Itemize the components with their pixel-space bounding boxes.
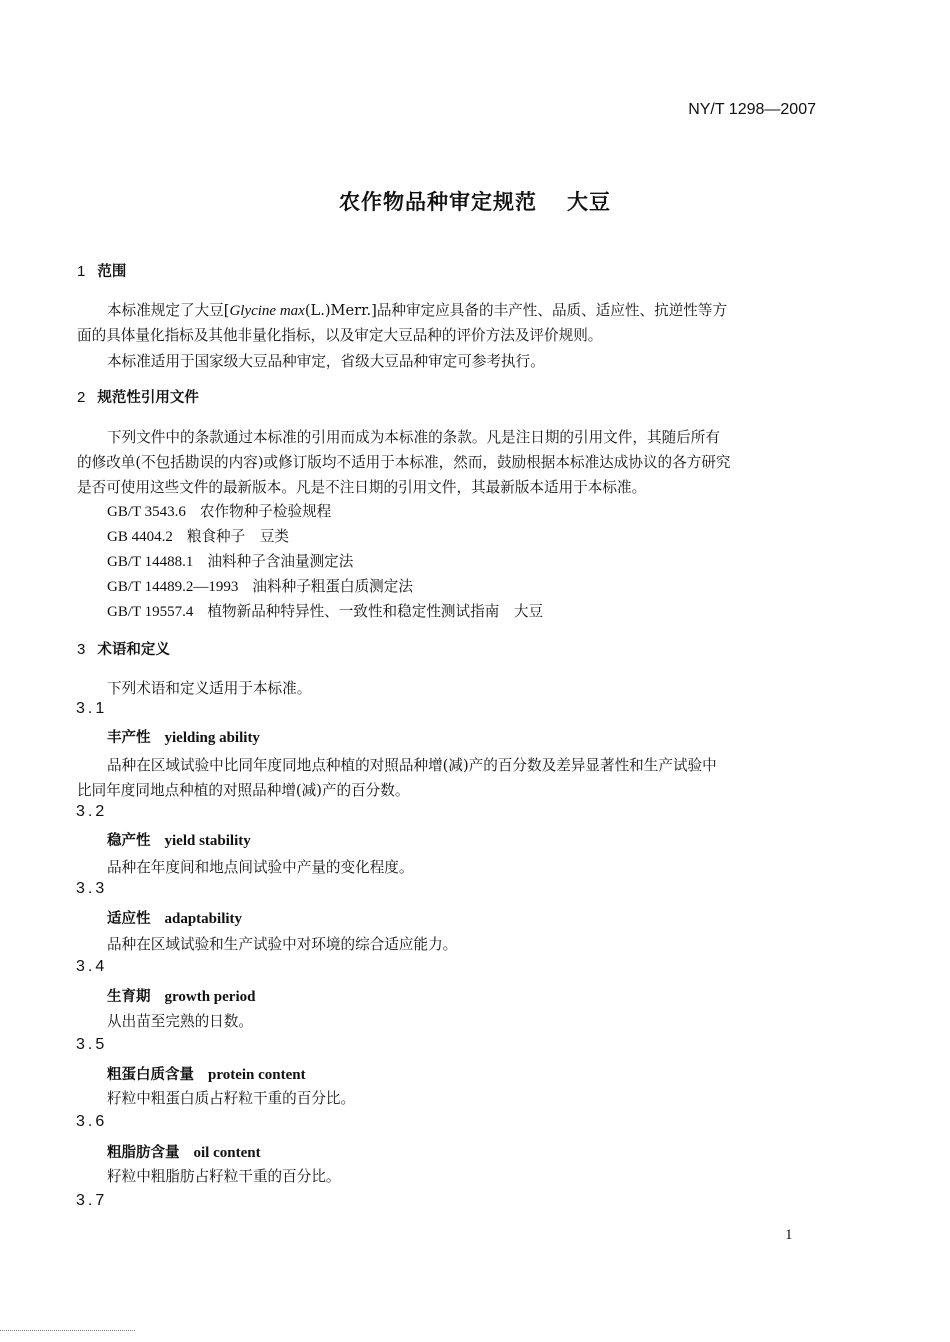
paragraph-line: 下列文件中的条款通过本标准的引用而成为本标准的条款。凡是注日期的引用文件，其随后所有 (107, 429, 720, 446)
paragraph-line: 是否可使用这些文件的最新版本。凡是不注日期的引用文件，其最新版本适用于本标准。 (77, 479, 647, 496)
section-number: 2 (77, 389, 86, 406)
section-number: 3 (77, 641, 86, 658)
reference-code: GB/T 14488.1 (107, 554, 194, 570)
term-number: 3.5 (76, 1036, 108, 1053)
section-title: 范围 (97, 264, 127, 280)
term-number: 3.7 (76, 1192, 108, 1209)
reference-item (107, 575, 413, 596)
text-run: (L.)Merr.]品种审定应具备的丰产性、品质、适应性、抗逆性等方 (304, 302, 728, 319)
term-heading (107, 726, 260, 747)
paragraph-line: 的修改单(不包括勘误的内容)或修订版均不适用于本标准，然而，鼓励根据本标准达成协议的各方研究 (77, 454, 731, 471)
reference-title: 植物新品种特异性、一致性和稳定性测试指南 大豆 (207, 603, 544, 620)
term-number: 3.4 (76, 958, 108, 975)
reference-title: 油料种子粗蛋白质测定法 (252, 578, 413, 595)
term-number: 3.3 (76, 880, 108, 897)
reference-code: GB/T 19557.4 (107, 604, 194, 620)
reference-code: GB/T 3543.6 (107, 504, 186, 520)
term-en: growth period (164, 989, 256, 1005)
section-1-heading (77, 260, 126, 281)
term-en: yield stability (164, 833, 251, 849)
term-en: yielding ability (164, 730, 260, 746)
term-number: 3.2 (76, 803, 108, 820)
section-number: 1 (77, 263, 86, 280)
term-number: 3.6 (76, 1113, 108, 1130)
term-definition: 籽粒中粗蛋白质占籽粒干重的百分比。 (107, 1090, 356, 1107)
term-en: protein content (208, 1067, 306, 1083)
latin-name: Glycine max (229, 303, 305, 319)
term-zh: 粗蛋白质含量 (107, 1067, 194, 1083)
term-en: adaptability (164, 911, 243, 927)
term-heading (107, 1141, 261, 1162)
term-heading (107, 1063, 306, 1084)
reference-item (107, 500, 331, 521)
paragraph (107, 299, 727, 320)
reference-title: 油料种子含油量测定法 (207, 553, 354, 570)
term-number: 3.1 (76, 700, 108, 717)
term-definition: 品种在区域试验和生产试验中对环境的综合适应能力。 (107, 936, 458, 953)
term-definition: 比同年度同地点种植的对照品种增(减)产的百分数。 (77, 782, 410, 799)
reference-title: 粮食种子 豆类 (186, 528, 290, 545)
term-zh: 生育期 (107, 989, 151, 1005)
reference-item (107, 600, 543, 621)
scan-edge-divider (0, 1330, 135, 1332)
section-3-heading (77, 638, 170, 659)
term-heading (107, 907, 242, 928)
reference-item (107, 550, 353, 571)
term-definition: 籽粒中粗脂肪占籽粒干重的百分比。 (107, 1168, 341, 1185)
standard-number: NY/T 1298—2007 (688, 101, 816, 118)
reference-item (107, 525, 289, 546)
title-sub: 大豆 (567, 190, 611, 214)
reference-title: 农作物种子检验规程 (199, 503, 332, 520)
page-title (0, 186, 950, 216)
term-definition: 从出苗至完熟的日数。 (107, 1013, 253, 1030)
term-definition: 品种在区域试验中比同年度同地点种植的对照品种增(减)产的百分数及差异显著性和生产试验中 (107, 757, 717, 774)
title-main: 农作物品种审定规范 (339, 190, 537, 214)
term-heading (107, 829, 251, 850)
paragraph: 本标准适用于国家级大豆品种审定，省级大豆品种审定可参考执行。 (107, 353, 545, 370)
paragraph: 下列术语和定义适用于本标准。 (107, 680, 312, 697)
term-zh: 粗脂肪含量 (107, 1145, 180, 1161)
term-zh: 丰产性 (107, 730, 151, 746)
section-2-heading (77, 386, 199, 407)
term-zh: 稳产性 (107, 833, 151, 849)
reference-code: GB 4404.2 (107, 529, 173, 545)
reference-code: GB/T 14489.2—1993 (107, 579, 239, 595)
text-run: 本标准规定了大豆[ (107, 302, 230, 319)
paragraph-line: 面的具体量化指标及其他非量化指标，以及审定大豆品种的评价方法及评价规则。 (77, 327, 603, 344)
term-heading (107, 985, 255, 1006)
term-definition: 品种在年度间和地点间试验中产量的变化程度。 (107, 859, 414, 876)
section-title: 规范性引用文件 (97, 390, 199, 406)
section-title: 术语和定义 (97, 642, 170, 658)
term-zh: 适应性 (107, 911, 151, 927)
term-en: oil content (193, 1145, 261, 1161)
page-number: 1 (785, 1227, 793, 1243)
